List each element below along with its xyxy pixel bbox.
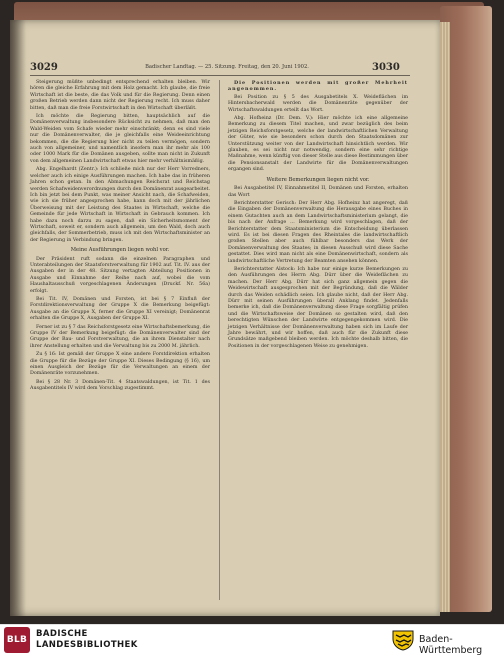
paragraph: Steigerung müßte unbedingt entsprechend erhalten bleiben. Wir hören die gleiche Erfahrung mit dem Holz gemacht. Ich glaube, die freie Wirtschaft ist die beste, die das Volk und für die Regierung. Denn einen großen Betrieb werden dann nicht der Regierung recht. Ich muss daher bitten, daß man die freie Forstwirtschaft in den Wirtschaft überläßt. [30, 80, 210, 111]
paragraph: Die Positionen werden mit großer Mehrheit angenommen. [228, 80, 408, 93]
paragraph: Ferner ist zu § 7 das Reichsforstgesetz eine Wirtschaftsbemerkung, die Gruppe IV der Bemerkung beigefügt: die Domänenverwalter sind der Gruppe der Bau- und Forstverwaltung, die an ihrem Dienstalter nach ihrer Anstellung erhalten und die Verwaltung bis zu 2000 M. jährlich. [30, 324, 210, 349]
partner-name[interactable]: Baden-Württemberg [419, 634, 483, 655]
paragraph: Ich möchte die Regierung bitten, hauptsächlich auf die Domänenverwaltung insbesondere Rücksicht zu nehmen, daß man den Wald-Weiden vom Schafe wieder mehr einschränkt; denn es sind viele nur die Domänenverwalter, die je gleichfalls eine Weideeinrichtung bekommen, die die Regierung hier nicht zu teilen vermögen, sondern auch von allgemeiner, und namentlich insofern man ihr mehr als 100 oder 1000 Mark für die Domänen ausgeben, sollte man nicht in Zukunft von dem allgemeinen Landwirtschaft etwas hier mehr verhältnismäßig. [30, 114, 210, 164]
paragraph: Abg. Hofheinz (Dr. Dem. V.): Hier möchte ich eine allgemeine Bemerkung zu diesem Titel machen, und zwar bezüglich des beim jetzigen Reichsforstgesetz, welche der landwirtschaftlichen Verwaltung der Güter, wie sie besonders schon durch den Staatsdomänen zur Unterstützung weiter von der Landwirtschaft hinsichtlich werden. Wir glauben, es sei nicht nur notwendig, sondern eine sehr richtige Maßnahme, wenn künftig von dieser Stelle aus diese Bestimmungen über die Pensionsanstalt der Landwirte für die Domänenverwaltungen ergangen sind. [228, 116, 408, 173]
paragraph: Weitere Bemerkungen liegen nicht vor. [266, 176, 370, 183]
paragraph: Zu § 16: Ist gemäß der Gruppe X eine andere Forstdirektion erhalten die Gruppe für die Bezüge der Gruppe XI. Dieses Bedingung (§ 16), um einen Ausgleich der Bezüge für die Verwaltungen an einem der Domänenräte vorzunehmen. [30, 352, 210, 377]
paragraph: Bei Ausgabetitel IV, Einnahmetitel II, Domänen und Forsten, erhalten das Wort [228, 186, 408, 198]
paragraph: Bei § 28 Nr. 3 Domänen-Tit. 4 Staatswaldungen, ist Tit. 1 des Ausgabentitels IV wird dem Vorschlag zugestimmt. [30, 379, 210, 392]
paragraph: Meine Ausführungen liegen wohl vor. [70, 247, 170, 254]
paragraph: Abg. Engelhardt (Zentr.): Ich schließe mich nur der Herr Vorredners, welcher auch ich einige Ausführungen machen. Ich habe das in früheren Jahren schon getan. In den Abmachungen Reichsrat und Reichstag werden Schafweidenverordnungen durch den Domänenrat ausgearbeitet. Ich bin jetzt bei dem Punkt, was meiner Ansicht nach, die Schafweiden, wie ich sie früher angesprochen habe, kann doch mit der jährlichen Überweisung mit der Leistung des Staates in Wirtschaft, welche die Gemeinde für jede Wirtschaft in Wirtschaft in Gebrauch kommen. Ich habe dazu noch darzu zu sagen, daß ein Sicherheitsmoment der Wirtschaft, soweit er, sondern auch allgemein, um den Wald, doch auch gleichfalls, der Sommerbetrieb, muss ich mit den Wirtschaftsminister an der Regierung in Verbindung bringen. [30, 167, 211, 243]
gutter-shadow [10, 20, 26, 616]
blb-logo-icon[interactable]: BLB [4, 627, 30, 653]
right-text-column [228, 80, 408, 352]
library-name-line1: BADISCHE [36, 629, 88, 639]
baden-wuerttemberg-crest-icon [391, 629, 415, 651]
header-rule [30, 75, 410, 76]
paragraph: Bei Tit. IV, Domänen und Forsten, ist bei § 7 Einfluß der Forstdirektionsverwaltung der Gruppe X die Bemerkung beigefügt: Ausgabe an die Gruppe X, ferner die Gruppe XI vereinigt; Domänenrat erhalten die Gruppe X, Ausgaben der Gruppe XI. [30, 297, 210, 322]
column-divider [219, 80, 220, 600]
paragraph: Berichterstatter Alstock: Ich habe nur einige kurze Bemerkungen zu den Ausführungen des Herrn Abg. Dürr über die Weideflächen zu machen. Der Herr Abg. Dürr hat sich ganz allgemein gegen die Weidewirtschaft ausgesprochen mit der Begründung, daß die Wälder durch das Weiden schädlich seien. Ich glaube nicht, daß der Herr Abg. Dürr mit seinen Ausführungen überall Anklang findet. Jedenfalls bemerke ich, daß die Domänenverwaltung diese Frage sorgfältig prüfen und die Wirtschaftsweise der Domänen so gestalten wird, daß den berechtigten Wünschen der Landwirte entgegengekommen wird. Die jetzigen Verhältnisse der Domänenverwaltung haben sich im Laufe der Jahre bewährt, und wir hoffen, daß auch für die Zukunft diese Grundsätze maßgebend bleiben werden. Ich möchte deshalb bitten, die Positionen in der vorgeschlagenen Weise zu genehmigen. [228, 266, 408, 349]
paragraph: Bei Position zu § 5 des Ausgabetitels X. Weideflächen im Hintersbacherwald werden die Domänenräte gegenüber der Wirtschaftswaldungen erteilt das Wort. [228, 94, 408, 113]
paragraph: Berichterstatter Gerisch: Der Herr Abg. Hofheinz hat angeregt, daß die Eingaben der Domänenverwaltung die Herausgabe eines Buches in einem Gutachten auch an dem Landwirtschaftsministerium gelangt, die bis nach der Anfrage ... Bemerkung wird vorgeschlagen, daß der Berichterstatter dem Staatsministerium die Entscheidung überlassen wird. Es ist bei diesen Fragen des Rheintales die landwirtschaftlich großen Stellen aber auch fühlbar besonders das Werk der Domänenverwaltung des Staates; in diesen Ausschuß wird diese Sache gestattet. Dies wird man nicht als eine Domänenwirtschaft, sondern als landwirtschaftliche Vertretung der Beamten ansehen können. [228, 200, 408, 264]
library-name-line2: LANDESBIBLIOTHEK [36, 639, 138, 650]
paragraph: Der Präsident ruft sodann die einzelnen Paragraphen und Unterabteilungen der Staatsforstverwaltung für 1902 auf. Tit. IV. aus der Ausgaben der in der 48. Sitzung vertagten Abteilung Positionen in Ausgabe und Einnahme der Reihe nach auf, wobei die vom Haushaltausschuß vorgeschlagenen Änderungen (Druckf. Nr. 56a) erfolgt. [30, 256, 210, 294]
left-text-column [30, 80, 210, 395]
right-page-number: 3030 [372, 62, 400, 73]
library-name[interactable] [36, 629, 138, 650]
left-page-number: 3029 [30, 62, 58, 73]
running-head: Badischer Landtag. — 25. Sitzung. Freitag, den 20. Juni 1902. [145, 64, 309, 70]
